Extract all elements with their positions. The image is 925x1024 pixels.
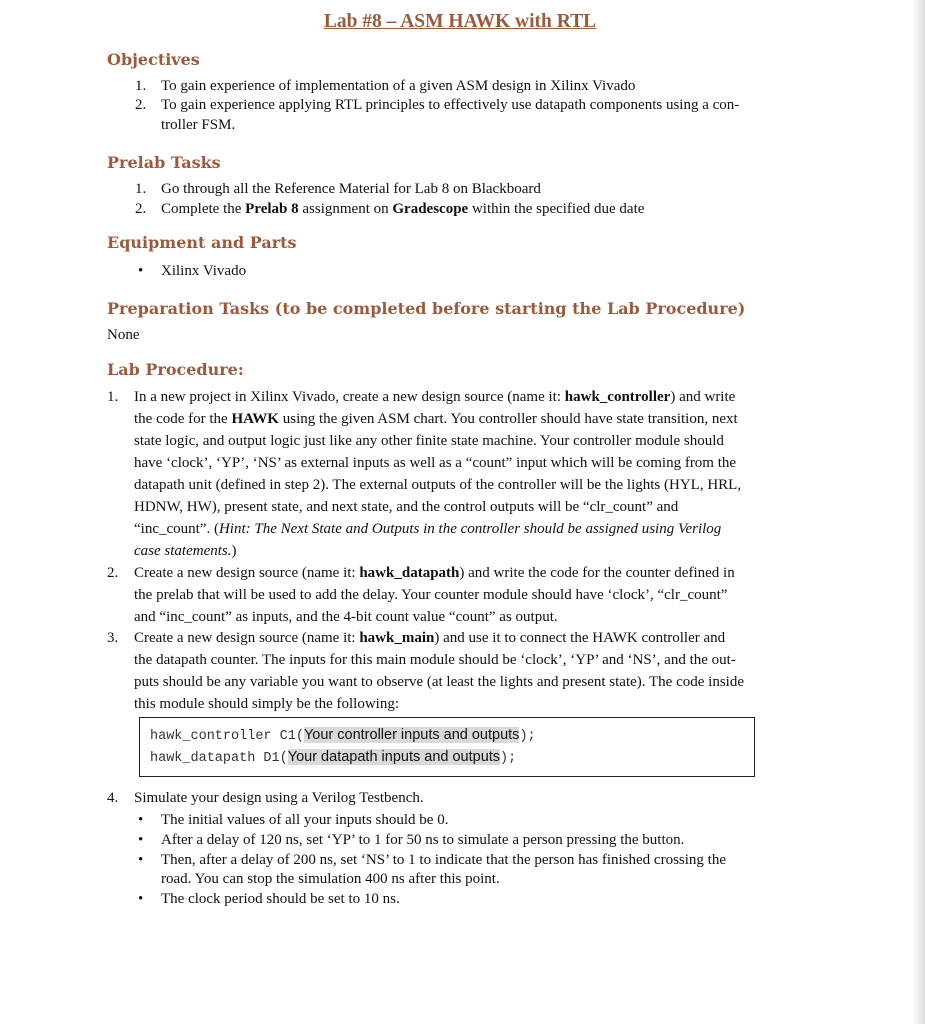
page-edge-shadow (913, 0, 925, 1024)
code-line-controller: hawk_controller C1(Your controller inputs and outputs); (150, 727, 536, 744)
objective-2-number: 2. (135, 97, 147, 113)
preparation-text: None (107, 327, 140, 343)
step-1-line6: HDNW, HW), present state, and next state, and the control outputs will be “clr_count” and (134, 499, 679, 515)
objective-2-text-line2: troller FSM. (161, 117, 236, 133)
step-4-item-1: The initial values of all your inputs should be 0. (161, 812, 449, 828)
step-1-line2: the code for the HAWK using the given ASM chart. You controller should have state transition, next (134, 411, 738, 427)
step-3-line3: puts should be any variable you want to observe (at least the lights and present state). The code inside (134, 674, 744, 690)
prelab-2-number: 2. (135, 201, 147, 217)
step-4-bullet-2: • (138, 832, 144, 848)
step-3-line1: Create a new design source (name it: hawk_main) and use it to connect the HAWK controller and (134, 630, 726, 646)
step-4-number: 4. (107, 790, 119, 806)
step-1-line3: state logic, and output logic just like any other finite state machine. Your controller module should (134, 433, 724, 449)
prelab-heading: Prelab Tasks (107, 153, 221, 172)
code-placeholder-datapath: Your datapath inputs and outputs (287, 749, 501, 765)
prelab-2-text: Complete the Prelab 8 assignment on Gradescope within the specified due date (161, 201, 645, 217)
objectives-heading: Objectives (107, 50, 200, 69)
step-4-item-3-line1: Then, after a delay of 200 ns, set ‘NS’ to 1 to indicate that the person has finished crossing the (161, 852, 726, 868)
step-3-number: 3. (107, 630, 119, 646)
equipment-item: Xilinx Vivado (161, 263, 247, 279)
step-4-bullet-1: • (138, 812, 144, 828)
equipment-bullet: • (138, 263, 144, 279)
code-line-datapath: hawk_datapath D1(Your datapath inputs and outputs); (150, 749, 517, 766)
prelab-1-text: Go through all the Reference Material for Lab 8 on Blackboard (161, 181, 541, 197)
step-4-item-4: The clock period should be set to 10 ns. (161, 891, 400, 907)
procedure-heading: Lab Procedure: (107, 360, 244, 379)
code-placeholder-controller: Your controller inputs and outputs (303, 727, 520, 743)
step-3-line2: the datapath counter. The inputs for this main module should be ‘clock’, ‘YP’ and ‘NS’, and the out- (134, 652, 736, 668)
step-1-line8: case statements.) (134, 543, 237, 559)
step-2-line1: Create a new design source (name it: hawk_datapath) and write the code for the counter defined in (134, 565, 735, 581)
step-4-text: Simulate your design using a Verilog Testbench. (134, 790, 424, 806)
preparation-heading: Preparation Tasks (to be completed before starting the Lab Procedure) (107, 299, 746, 318)
code-box (139, 717, 755, 777)
step-1-line5: datapath unit (defined in step 2). The external outputs of the controller will be the lights (HYL, HRL, (134, 477, 742, 493)
prelab-1-number: 1. (135, 181, 147, 197)
step-4-bullet-4: • (138, 891, 144, 907)
step-1-line4: have ‘clock’, ‘YP’, ‘NS’ as external inputs as well as a “count” input which will be coming from the (134, 455, 737, 471)
objective-1-text: To gain experience of implementation of a given ASM design in Xilinx Vivado (161, 78, 636, 94)
step-1-line1: In a new project in Xilinx Vivado, create a new design source (name it: hawk_controller) and write (134, 389, 736, 405)
objective-2-text-line1: To gain experience applying RTL principles to effectively use datapath components using a con- (161, 97, 740, 113)
page-title: Lab #8 – ASM HAWK with RTL (323, 11, 597, 32)
equipment-heading: Equipment and Parts (107, 233, 297, 252)
step-1-number: 1. (107, 389, 119, 405)
step-2-number: 2. (107, 565, 119, 581)
step-3-line4: this module should simply be the following: (134, 696, 399, 712)
step-2-line2: the prelab that will be used to add the delay. Your counter module should have ‘clock’, “clr_count” (134, 587, 728, 603)
step-4-item-2: After a delay of 120 ns, set ‘YP’ to 1 for 50 ns to simulate a person pressing the button. (161, 832, 685, 848)
objective-1-number: 1. (135, 78, 147, 94)
step-4-item-3-line2: road. You can stop the simulation 400 ns after this point. (161, 871, 500, 887)
step-2-line3: and “inc_count” as inputs, and the 4-bit count value “count” as output. (134, 609, 558, 625)
step-4-bullet-3: • (138, 852, 144, 868)
step-1-line7: “inc_count”. (Hint: The Next State and Outputs in the controller should be assigned using Verilog (134, 521, 722, 537)
